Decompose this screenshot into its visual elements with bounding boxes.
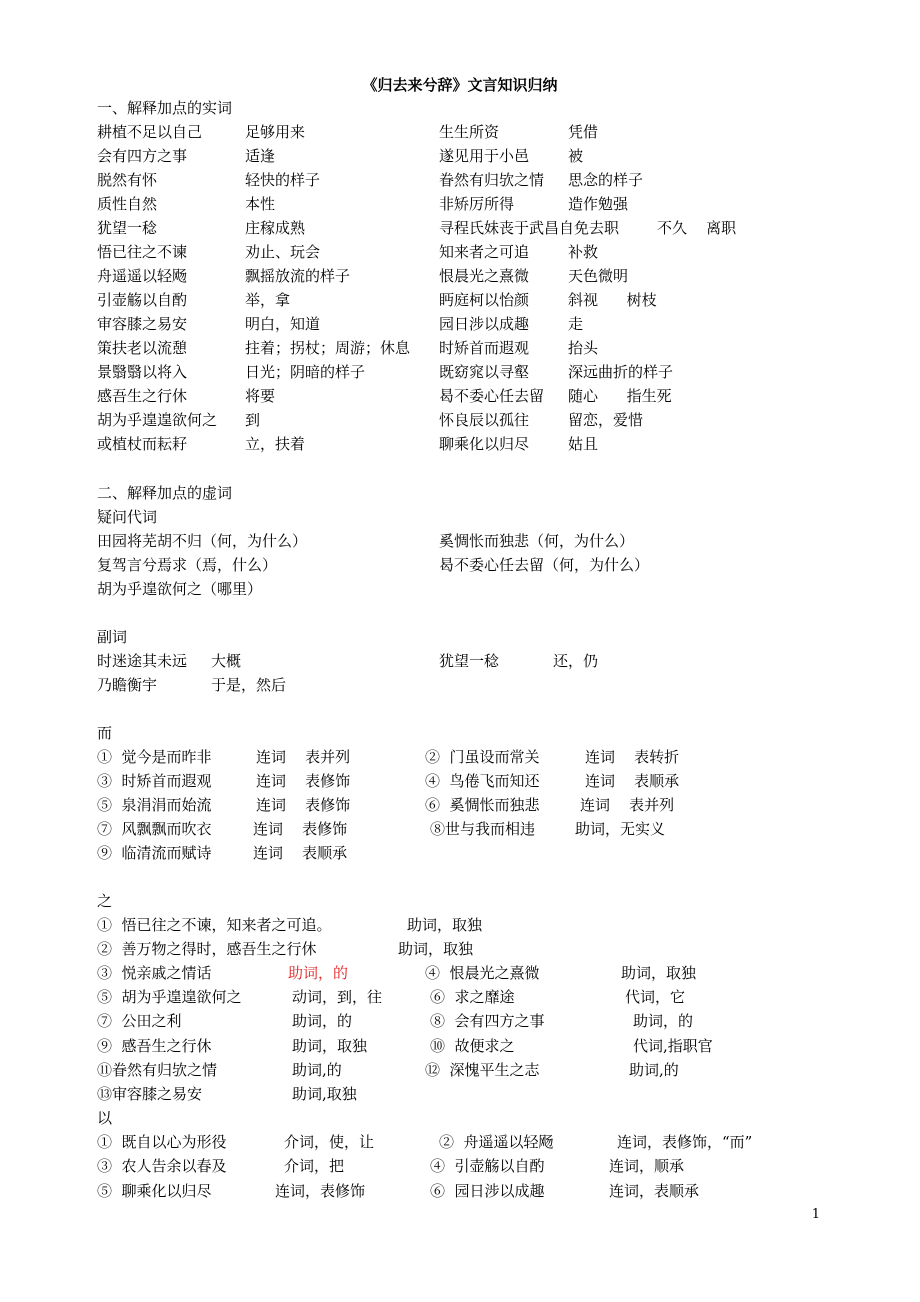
document-title: 《归去来兮辞》文言知识归纳 (362, 76, 558, 94)
meaning: 连词 表修饰 (256, 772, 351, 790)
meaning-highlighted: 助词，的 (288, 964, 349, 982)
meaning: 连词 表并列 (256, 748, 351, 766)
meaning: 连词 表顺承 (253, 844, 348, 862)
phrase: 策扶老以流憩 (97, 339, 188, 357)
phrase: 聊乘化以归尽 (439, 435, 530, 453)
function-word-row (97, 914, 857, 936)
function-word-row (97, 578, 857, 600)
meaning: 助词，取独 (398, 940, 474, 958)
phrase: 悟已往之不谏 (97, 243, 188, 261)
subsection-heading: 疑问代词 (97, 508, 158, 526)
meaning: 连词，表顺承 (609, 1182, 700, 1200)
example: ⑤ 胡为乎遑遑欲何之 (97, 988, 242, 1006)
meaning: 代词，它 (625, 988, 686, 1006)
meaning: 立，扶着 (245, 435, 306, 453)
vocab-row (97, 289, 857, 311)
subsection-heading: 副词 (97, 628, 128, 646)
subsection-heading: 以 (97, 1109, 113, 1127)
function-word-row (97, 1131, 857, 1153)
meaning: 助词，的 (633, 1012, 694, 1030)
meaning: 介词，把 (284, 1157, 345, 1175)
meaning: 被 (568, 147, 584, 165)
meaning: 补救 (568, 243, 599, 261)
phrase: 眷然有归欤之情 (439, 171, 545, 189)
vocab-row (97, 433, 857, 455)
meaning: 将要 (245, 387, 276, 405)
phrase: 引壶觞以自酌 (97, 291, 188, 309)
phrase: 质性自然 (97, 195, 158, 213)
phrase: 遂见用于小邑 (439, 147, 530, 165)
meaning: 连词 表修饰 (256, 796, 351, 814)
function-word-row (97, 1180, 857, 1202)
meaning: 日光；阴暗的样子 (245, 363, 366, 381)
meaning: 于是，然后 (211, 676, 287, 694)
example: 犹望一稔 (439, 652, 500, 670)
phrase: 景翳翳以将入 (97, 363, 188, 381)
vocab-row (97, 169, 857, 191)
meaning: 连词 表顺承 (585, 772, 680, 790)
vocab-row (97, 313, 857, 335)
meaning: 不久 离职 (657, 219, 737, 237)
example: ⑦ 风飘飘而吹衣 (97, 820, 212, 838)
function-word-row (97, 1035, 857, 1057)
example: ⑦ 公田之利 (97, 1012, 182, 1030)
phrase: 舟遥遥以轻飏 (97, 267, 188, 285)
function-word-row (97, 794, 857, 816)
meaning: 助词，取独 (407, 916, 483, 934)
meaning: 大概 (211, 652, 242, 670)
example: ⑥ 求之靡途 (430, 988, 515, 1006)
meaning: 适逢 (245, 147, 276, 165)
meaning: 本性 (245, 195, 276, 213)
example: ⑥ 奚惆怅而独悲 (425, 796, 540, 814)
meaning: 飘摇放流的样子 (245, 267, 351, 285)
example: 乃瞻衡宇 (97, 676, 158, 694)
meaning: 走 (568, 315, 584, 333)
meaning: 思念的样子 (568, 171, 644, 189)
function-word-row (97, 1059, 857, 1081)
example: ③ 悦亲戚之情话 (97, 964, 212, 982)
meaning: 助词,的 (629, 1061, 679, 1079)
function-word-row (97, 554, 857, 576)
phrase: 耕植不足以自己 (97, 123, 203, 141)
vocab-row (97, 145, 857, 167)
phrase: 寻程氏妹丧于武昌自免去职 (439, 219, 620, 237)
meaning: 留恋，爱惜 (568, 411, 644, 429)
meaning: 举，拿 (245, 291, 291, 309)
meaning: 还，仍 (553, 652, 599, 670)
meaning: 拄着；拐杖；周游；休息 (245, 339, 411, 357)
meaning: 深远曲折的样子 (568, 363, 674, 381)
meaning: 连词，表修饰，“而” (617, 1133, 753, 1151)
vocab-row (97, 265, 857, 287)
example: ⑩ 故便求之 (430, 1037, 515, 1055)
meaning: 劝止、玩会 (245, 243, 321, 261)
function-word-row (97, 530, 857, 552)
example: ⑨ 感吾生之行休 (97, 1037, 212, 1055)
section-heading: 一、解释加点的实词 (97, 99, 233, 117)
vocab-row (97, 193, 857, 215)
example: ① 悟已往之不谏，知来者之可追。 (97, 916, 332, 934)
meaning: 抬头 (568, 339, 599, 357)
function-word-row (97, 1083, 857, 1105)
phrase: 非矫厉所得 (439, 195, 515, 213)
example: ④ 引壶觞以自酌 (430, 1157, 545, 1175)
example: 胡为乎遑欲何之（哪里） (97, 580, 263, 598)
phrase: 脱然有怀 (97, 171, 158, 189)
phrase: 犹望一稔 (97, 219, 158, 237)
meaning: 造作勉强 (568, 195, 629, 213)
meaning: 助词，取独 (292, 1037, 368, 1055)
example: ⑫ 深愧平生之志 (425, 1061, 540, 1079)
example: ⑨ 临清流而赋诗 (97, 844, 212, 862)
example: ③ 时矫首而遐观 (97, 772, 212, 790)
function-word-row (97, 1155, 857, 1177)
example: ⑧ 会有四方之事 (430, 1012, 545, 1030)
example: ② 善万物之得时，感吾生之行休 (97, 940, 317, 958)
example: ① 觉今是而昨非 (97, 748, 212, 766)
example: ⑧世与我而相违 (430, 820, 536, 838)
function-word-row (97, 842, 857, 864)
meaning: 轻快的样子 (245, 171, 321, 189)
example: ② 舟遥遥以轻飏 (439, 1133, 554, 1151)
example: ⑪眷然有归欤之情 (97, 1061, 218, 1079)
function-word-row (97, 818, 857, 840)
phrase: 曷不委心任去留 (439, 387, 545, 405)
example: 曷不委心任去留（何，为什么） (439, 556, 650, 574)
page-number: 1 (811, 1207, 820, 1222)
meaning: 庄稼成熟 (245, 219, 306, 237)
phrase: 知来者之可追 (439, 243, 530, 261)
section-heading: 二、解释加点的虚词 (97, 484, 233, 502)
phrase: 时矫首而遐观 (439, 339, 530, 357)
function-word-row (97, 986, 857, 1008)
phrase: 或植杖而耘耔 (97, 435, 188, 453)
function-word-row (97, 650, 857, 672)
meaning: 随心 指生死 (568, 387, 672, 405)
meaning: 到 (245, 411, 261, 429)
vocab-row (97, 121, 857, 143)
phrase: 生生所资 (439, 123, 500, 141)
meaning: 足够用来 (245, 123, 306, 141)
meaning: 助词，无实义 (575, 820, 666, 838)
meaning: 天色微明 (568, 267, 629, 285)
example: 奚惆怅而独悲（何，为什么） (439, 532, 635, 550)
example: 复驾言兮焉求（焉，什么） (97, 556, 278, 574)
example: ④ 鸟倦飞而知还 (425, 772, 540, 790)
function-word-row (97, 938, 857, 960)
meaning: 凭借 (568, 123, 599, 141)
meaning: 姑且 (568, 435, 599, 453)
example: ② 门虽设而常关 (425, 748, 540, 766)
function-word-row (97, 674, 857, 696)
phrase: 胡为乎遑遑欲何之 (97, 411, 218, 429)
vocab-row (97, 409, 857, 431)
function-word-row (97, 746, 857, 768)
vocab-row (97, 241, 857, 263)
phrase: 会有四方之事 (97, 147, 188, 165)
meaning: 斜视 树枝 (568, 291, 657, 309)
phrase: 恨晨光之熹微 (439, 267, 530, 285)
meaning: 助词，取独 (621, 964, 697, 982)
vocab-row (97, 361, 857, 383)
phrase: 怀良辰以孤往 (439, 411, 530, 429)
function-word-row (97, 770, 857, 792)
vocab-row (97, 217, 857, 239)
example: ⑥ 园日涉以成趣 (430, 1182, 545, 1200)
meaning: 介词，使，让 (284, 1133, 375, 1151)
meaning: 动词，到，往 (292, 988, 383, 1006)
meaning: 连词，表修饰 (275, 1182, 366, 1200)
meaning: 连词 表转折 (585, 748, 680, 766)
phrase: 审容膝之易安 (97, 315, 188, 333)
phrase: 园日涉以成趣 (439, 315, 530, 333)
example: ④ 恨晨光之熹微 (425, 964, 540, 982)
subsection-heading: 之 (97, 892, 113, 910)
vocab-row (97, 337, 857, 359)
meaning: 明白，知道 (245, 315, 321, 333)
example: ③ 农人告余以春及 (97, 1157, 227, 1175)
function-word-row (97, 962, 857, 984)
example: 时迷途其未远 (97, 652, 188, 670)
meaning: 助词,取独 (292, 1085, 357, 1103)
meaning: 连词 表并列 (580, 796, 675, 814)
example: 田园将芜胡不归（何，为什么） (97, 532, 308, 550)
example: ⑤ 聊乘化以归尽 (97, 1182, 212, 1200)
example: ⑬审容膝之易安 (97, 1085, 203, 1103)
function-word-row (97, 1010, 857, 1032)
meaning: 助词,的 (292, 1061, 342, 1079)
phrase: 感吾生之行休 (97, 387, 188, 405)
meaning: 连词 表修饰 (253, 820, 348, 838)
example: ⑤ 泉涓涓而始流 (97, 796, 212, 814)
meaning: 连词，顺承 (609, 1157, 685, 1175)
phrase: 眄庭柯以怡颜 (439, 291, 530, 309)
vocab-row (97, 385, 857, 407)
meaning: 助词，的 (292, 1012, 353, 1030)
phrase: 既窈窕以寻壑 (439, 363, 530, 381)
example: ① 既自以心为形役 (97, 1133, 227, 1151)
meaning: 代词,指职官 (633, 1037, 713, 1055)
subsection-heading: 而 (97, 724, 113, 742)
